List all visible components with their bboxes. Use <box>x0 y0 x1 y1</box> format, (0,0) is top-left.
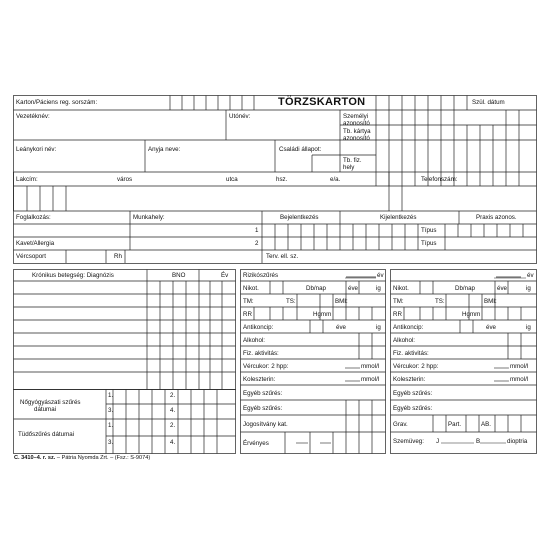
personal-id-label-2: azonosító <box>343 120 370 127</box>
tm-label-2: TM: <box>393 298 404 305</box>
personal-id-label-1: Személyi <box>343 113 369 120</box>
lung-n4: 4. <box>170 439 176 446</box>
mother-name-label: Anyja neve: <box>148 146 181 153</box>
planned-check-label: Terv. ell. sz. <box>266 253 299 260</box>
risk-screening-label: Rizikószűrés <box>243 272 279 279</box>
other-screening-label-1a: Egyéb szűrés: <box>243 390 283 397</box>
surname-label: Vezetéknév: <box>16 113 50 120</box>
ts-label-1: TS: <box>286 298 296 305</box>
lung-screening-label: Tüdőszűrés dátumai <box>18 431 75 438</box>
street-label: utca <box>226 176 238 183</box>
occupation-label: Foglalkozás: <box>16 214 51 221</box>
tb-place-label-1: Tb. fiz. <box>343 157 362 164</box>
gyn-n3: 3. <box>108 407 114 414</box>
address-label: Lakcím: <box>16 176 38 183</box>
smoking-label-2: Nikot. <box>393 285 409 292</box>
per-day-label-1: Db/nap <box>306 285 326 292</box>
house-number-label: hsz. <box>276 176 288 183</box>
years-label-1: éve <box>348 285 358 292</box>
license-category-label: Jogosítvány kat. <box>243 421 288 428</box>
gravidity-label: Grav. <box>393 421 408 428</box>
anticonc-years-label-1: éve <box>336 324 346 331</box>
other-screening-label-1b: Egyéb szűrés: <box>243 405 283 412</box>
cholesterol-label-2: Koleszterin: <box>393 376 426 383</box>
practice-id-label: Praxis azonos. <box>476 214 517 221</box>
diopter-label: dioptria <box>507 438 528 445</box>
gyn-screening-label-1: Nőgyógyászati szűrés <box>20 399 81 406</box>
risk-year-suffix-1: év <box>377 272 384 279</box>
gyn-n2: 2. <box>170 392 176 399</box>
row-number-2: 2 <box>255 240 259 247</box>
anticonc-label-1: Antikoncip: <box>243 324 274 331</box>
right-eye-label: J <box>436 438 440 445</box>
gyn-n4: 4. <box>170 407 176 414</box>
physical-activity-label-2: Fiz. aktivitás: <box>393 350 429 357</box>
until-label-1: ig <box>376 285 381 292</box>
type-label-2: Típus <box>421 240 437 247</box>
bno-header: BNO <box>172 272 186 279</box>
other-screening-label-2b: Egyéb szűrés: <box>393 405 433 412</box>
blood-group-label: Vércsoport <box>16 253 46 260</box>
valid-label: Érvényes <box>243 440 269 447</box>
type-label-1: Típus <box>421 227 437 234</box>
mmol-label-1b: mmol/l <box>361 376 380 383</box>
cholesterol-label-1: Koleszterin: <box>243 376 276 383</box>
blood-sugar-label-1: Vércukor: 2 hpp: <box>243 363 289 370</box>
lung-n2: 2. <box>170 422 176 429</box>
mmol-label-1a: mmol/l <box>361 363 380 370</box>
floor-label: e/a. <box>330 176 341 183</box>
birth-date-label: Szül. dátum <box>472 99 505 106</box>
anticonc-years-label-2: éve <box>486 324 496 331</box>
phone-label: Telefonszám: <box>421 176 458 183</box>
abortion-label: AB. <box>481 421 491 428</box>
mmol-label-2b: mmol/l <box>510 376 529 383</box>
tb-place-label-2: hely <box>343 164 355 171</box>
maiden-name-label: Leánykori név: <box>16 146 57 153</box>
tb-card-label-1: Tb. kártya <box>343 128 371 135</box>
registration-label: Bejelentkezés <box>280 214 319 221</box>
chronic-disease-header: Krónikus betegség: Diagnózis <box>32 272 114 279</box>
rr-label-1: RR <box>243 311 252 318</box>
form-code: C. 3410–4. r. sz. <box>14 455 56 461</box>
blood-sugar-label-2: Vércukor: 2 hpp: <box>393 363 439 370</box>
left-eye-label: B <box>476 438 481 445</box>
physical-activity-label-1: Fiz. aktivitás: <box>243 350 279 357</box>
eyeglass-label: Szemüveg: <box>393 438 424 445</box>
rh-label: Rh <box>114 253 122 260</box>
bmi-label-1: BMI: <box>335 298 348 305</box>
family-status-label: Családi állapot: <box>279 146 322 153</box>
alcohol-label-1: Alkohol: <box>243 337 266 344</box>
publisher-text: – Pátria Nyomda Zrt. – (Fsz.: S-9074) <box>55 455 151 461</box>
allergy-label: Kavet/Allergia <box>16 240 55 247</box>
lung-n3: 3. <box>108 439 114 446</box>
anticonc-until-label-1: ig <box>376 324 381 331</box>
reg-number-label: Karton/Páciens reg. sorszám: <box>16 99 98 106</box>
gyn-n1: 1. <box>108 392 114 399</box>
other-screening-label-2a: Egyéb szűrés: <box>393 390 433 397</box>
tb-card-label-2: azonosító <box>343 135 370 142</box>
deregistration-label: Kijelentkezés <box>380 214 417 221</box>
year-header: Év <box>221 272 229 279</box>
per-day-label-2: Db/nap <box>455 285 475 292</box>
row-number-1: 1 <box>255 227 259 234</box>
smoking-label-1: Nikot. <box>243 285 259 292</box>
tm-label-1: TM: <box>243 298 254 305</box>
years-label-2: éve <box>497 285 507 292</box>
alcohol-label-2: Alkohol: <box>393 337 416 344</box>
mmol-label-2a: mmol/l <box>510 363 529 370</box>
lung-n1: 1. <box>108 422 114 429</box>
form-title: TÖRZSKARTON <box>278 96 366 108</box>
gyn-screening-label-2: dátumai <box>34 406 57 413</box>
hgmm-label-2: Hgmm <box>462 311 481 318</box>
bmi-label-2: BMI: <box>484 298 497 305</box>
until-label-2: ig <box>526 285 531 292</box>
city-label: város <box>117 176 133 183</box>
firstname-label: Utónév: <box>229 113 251 120</box>
rr-label-2: RR <box>393 311 402 318</box>
risk-year-suffix-2: év <box>527 272 534 279</box>
workplace-label: Munkahely: <box>133 214 165 221</box>
ts-label-2: TS: <box>435 298 445 305</box>
anticonc-until-label-2: ig <box>526 324 531 331</box>
parity-label: Part. <box>448 421 462 428</box>
anticonc-label-2: Antikoncip: <box>393 324 424 331</box>
hgmm-label-1: Hgmm <box>313 311 332 318</box>
